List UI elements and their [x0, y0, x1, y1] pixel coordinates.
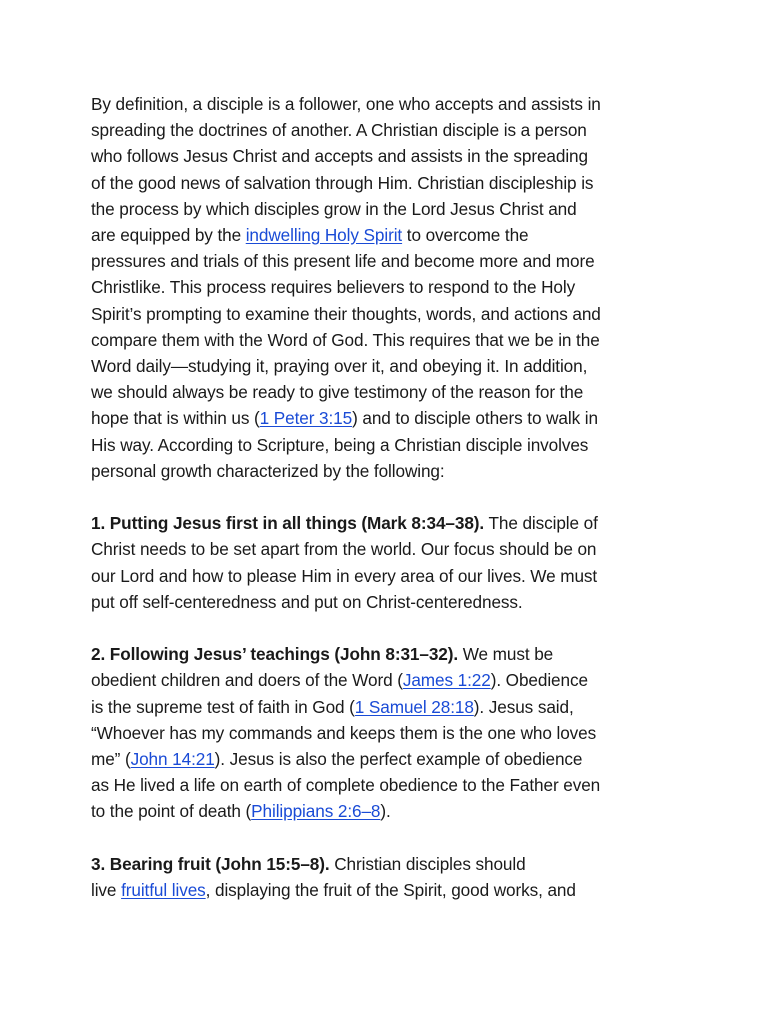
- text-line: [91, 746, 691, 772]
- text-line: [91, 641, 691, 667]
- link-james-1-22[interactable]: James 1:22: [402, 670, 491, 691]
- text-line: [91, 510, 691, 536]
- text-line: spreading the doctrines of another. A Christian disciple is a person: [91, 120, 587, 141]
- text-line: the process by which disciples grow in the Lord Jesus Christ and: [91, 198, 577, 219]
- text-run: to overcome the: [402, 225, 529, 246]
- text-line: put off self-centeredness and put on Christ-centeredness.: [91, 591, 523, 612]
- text-run: , displaying the fruit of the Spirit, good works, and: [205, 880, 576, 901]
- link-1-peter-3-15[interactable]: 1 Peter 3:15: [259, 408, 353, 429]
- text-line: [91, 405, 691, 431]
- text-line: “Whoever has my commands and keeps them is the one who loves: [91, 722, 597, 743]
- text-run: ). Obedience: [490, 670, 588, 691]
- text-line: By definition, a disciple is a follower, one who accepts and assists in: [91, 94, 601, 114]
- text-line: personal growth characterized by the following:: [91, 460, 445, 481]
- text-line: who follows Jesus Christ and accepts and assists in the spreading: [91, 146, 588, 167]
- point-3-paragraph: [91, 851, 691, 903]
- link-john-14-21[interactable]: John 14:21: [130, 749, 215, 770]
- text-run: to the point of death (: [91, 801, 252, 822]
- point-3-heading: 3. Bearing fruit (John 15:5–8).: [91, 853, 330, 874]
- link-indwelling-holy-spirit[interactable]: indwelling Holy Spirit: [245, 225, 403, 246]
- text-line: His way. According to Scripture, being a Christian disciple involves: [91, 434, 589, 455]
- intro-paragraph: [91, 91, 691, 484]
- text-run: ). Jesus said,: [473, 696, 574, 717]
- text-run: ).: [380, 801, 391, 822]
- text-line: of the good news of salvation through Him. Christian discipleship is: [91, 172, 594, 193]
- text-line: [91, 851, 691, 877]
- text-line: we should always be ready to give testimony of the reason for the: [91, 382, 584, 403]
- text-run: ) and to disciple others to walk in: [352, 408, 598, 429]
- text-line: as He lived a life on earth of complete obedience to the Father even: [91, 775, 601, 796]
- text-line: compare them with the Word of God. This requires that we be in the: [91, 329, 600, 350]
- text-run: ). Jesus is also the perfect example of obedience: [214, 749, 583, 770]
- text-run: Christian disciples should: [329, 853, 526, 874]
- text-run: live: [91, 880, 122, 901]
- text-line: [91, 798, 691, 824]
- link-fruitful-lives[interactable]: fruitful lives: [121, 880, 206, 901]
- text-line: [91, 877, 691, 903]
- text-run: We must be: [458, 644, 554, 665]
- text-line: pressures and trials of this present life and become more and more: [91, 251, 595, 272]
- text-line: Word daily—studying it, praying over it, and obeying it. In addition,: [91, 356, 588, 377]
- text-run: me” (: [91, 749, 131, 770]
- text-line: [91, 222, 691, 248]
- text-run: The disciple of: [484, 513, 598, 534]
- text-run: hope that is within us (: [91, 408, 260, 429]
- text-run: obedient children and doers of the Word (: [91, 670, 403, 691]
- link-philippians-2-6-8[interactable]: Philippians 2:6–8: [251, 801, 381, 822]
- text-line: [91, 667, 691, 693]
- text-line: [91, 694, 691, 720]
- point-2-paragraph: [91, 641, 691, 824]
- point-1-paragraph: [91, 510, 691, 615]
- text-line: Spirit’s prompting to examine their thoughts, words, and actions and: [91, 303, 601, 324]
- point-1-heading: 1. Putting Jesus first in all things (Mark 8:34–38).: [91, 513, 485, 534]
- point-2-heading: 2. Following Jesus’ teachings (John 8:31–32).: [91, 644, 459, 665]
- text-run: are equipped by the: [91, 225, 246, 246]
- text-line: our Lord and how to please Him in every area of our lives. We must: [91, 565, 598, 586]
- text-line: Christlike. This process requires believers to respond to the Holy: [91, 277, 576, 298]
- text-run: is the supreme test of faith in God (: [91, 696, 355, 717]
- document-body: [91, 91, 691, 929]
- text-line: Christ needs to be set apart from the world. Our focus should be on: [91, 539, 597, 560]
- link-1-samuel-28-18[interactable]: 1 Samuel 28:18: [354, 696, 474, 717]
